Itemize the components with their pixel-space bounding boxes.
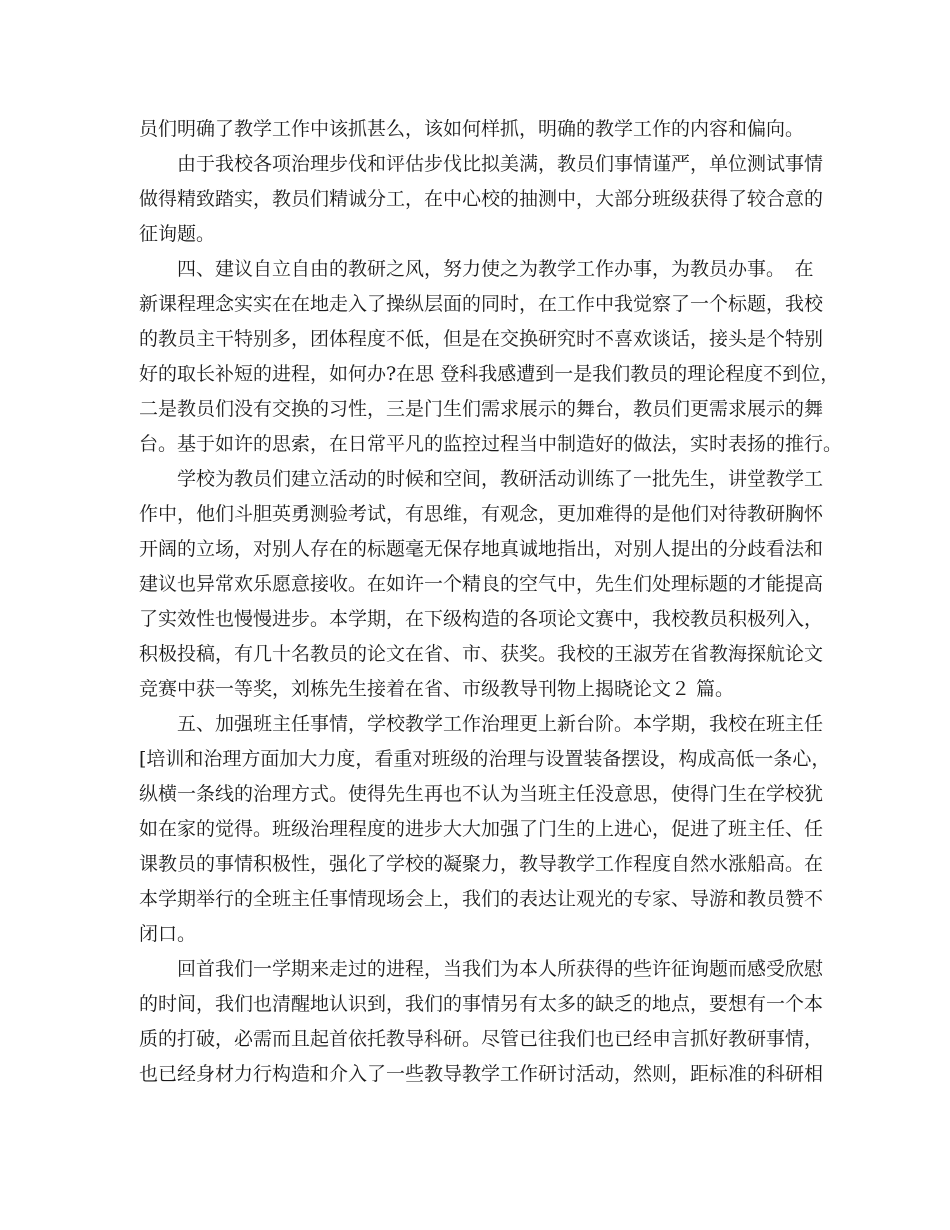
text-line: 作中，他们斗胆英勇测验考试，有思维，有观念，更加难得的是他们对待教研胸怀 — [139, 503, 824, 525]
text-line: 台。基于如许的思索，在日常平凡的监控过程当中制造好的做法，实时表扬的推行。 — [139, 433, 843, 455]
text-line: 征询题。 — [139, 223, 216, 245]
text-line: 好的取长补短的进程，如何办?在思 登科我感遭到一是我们教员的理论程度不到位， — [139, 363, 840, 385]
text-line: 的时间，我们也清醒地认识到，我们的事情另有太多的缺乏的地点，要想有一个本 — [139, 993, 824, 1015]
text-line: 二是教员们没有交换的习性，三是门生们需求展示的舞台，教员们更需求展示的舞 — [139, 398, 824, 420]
text-line: 员们明确了教学工作中该抓甚么，该如何样抓，明确的教学工作的内容和偏向。 — [139, 118, 805, 140]
text-line: 五、加强班主任事情，学校教学工作治理更上新台阶。本学期，我校在班主任 — [139, 713, 824, 735]
text-line: 课教员的事情积极性，强化了学校的凝聚力，教导教学工作程度自然水涨船高。在 — [139, 853, 824, 875]
text-line: 如在家的觉得。班级治理程度的进步大大加强了门生的上进心，促进了班主任、任 — [139, 818, 824, 840]
text-line: 质的打破，必需而且起首依托教导科研。尽管已往我们也已经申言抓好教研事情， — [139, 1028, 824, 1050]
text-line: 闭口。 — [139, 923, 197, 945]
text-line: [培训和治理方面加大力度，看重对班级的治理与设置装备摆设，构成高低一条心， — [139, 748, 831, 770]
text-line: 开阔的立场，对别人存在的标题毫无保存地真诚地指出，对别人提出的分歧看法和 — [139, 538, 824, 560]
text-line: 积极投稿，有几十名教员的论文在省、市、获奖。我校的王淑芳在省教海探航论文 — [139, 643, 824, 665]
text-line: 由于我校各项治理步伐和评估步伐比拟美满，教员们事情谨严，单位测试事情 — [139, 153, 824, 175]
text-line: 建议也异常欢乐愿意接收。在如许一个精良的空气中，先生们处理标题的才能提高 — [139, 573, 824, 595]
text-line: 回首我们一学期来走过的进程，当我们为本人所获得的些许征询题而感受欣慰 — [139, 958, 824, 980]
text-line: 本学期举行的全班主任事情现场会上，我们的表达让观光的专家、导游和教员赞不 — [139, 888, 824, 910]
text-line: 学校为教员们建立活动的时候和空间，教研活动训练了一批先生，讲堂教学工 — [139, 468, 824, 490]
text-line: 新课程理念实实在在地走入了操纵层面的同时，在工作中我觉察了一个标题，我校 — [139, 293, 824, 315]
text-line: 了实效性也慢慢进步。本学期，在下级构造的各项论文赛中，我校教员积极列入， — [139, 608, 824, 630]
text-line: 做得精致踏实，教员们精诚分工，在中心校的抽测中，大部分班级获得了较合意的 — [139, 188, 824, 210]
text-line: 纵横一条线的治理方式。使得先生再也不认为当班主任没意思，使得门生在学校犹 — [139, 783, 824, 805]
text-line: 的教员主干特别多，团体程度不低，但是在交换研究时不喜欢谈话，接头是个特别 — [139, 328, 824, 350]
text-line: 竞赛中获一等奖，刘栋先生接着在省、市级教导刊物上揭晓论文２ 篇。 — [139, 678, 735, 700]
text-line: 也已经身材力行构造和介入了一些教导教学工作研讨活动，然则，距标准的科研相 — [139, 1063, 824, 1085]
text-line: 四、建议自立自由的教研之风，努力使之为教学工作办事，为教员办事。 在 — [139, 258, 814, 280]
